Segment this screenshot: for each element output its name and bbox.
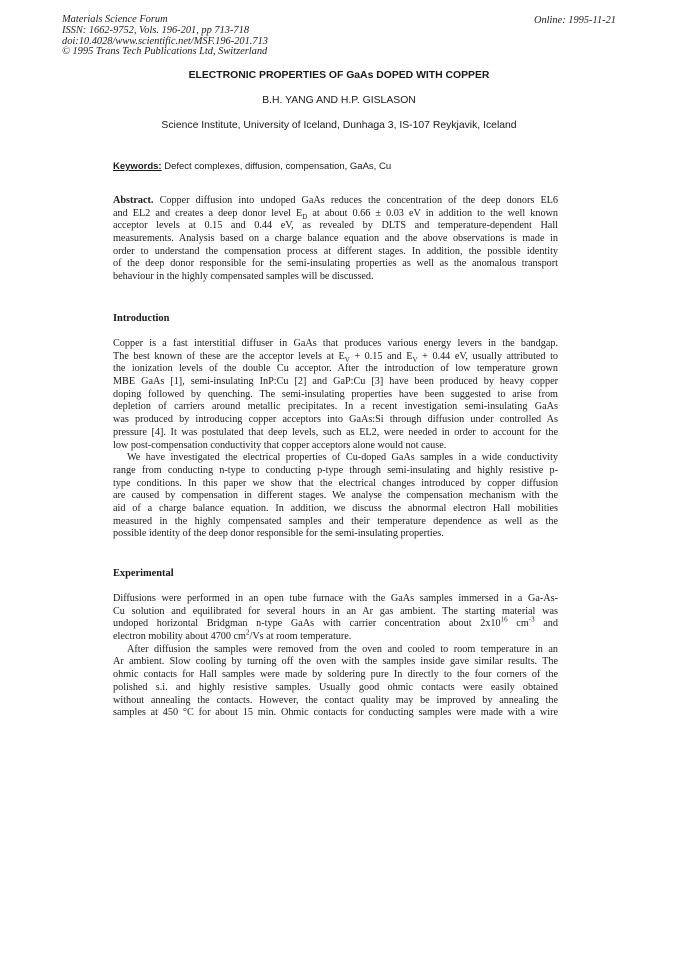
exp-line: undoped horizontal Bridgman n-type GaAs with carrier concentration about $2x10^{16}$ $cm^{-3}$ and [113, 615, 558, 630]
introduction-heading: Introduction [113, 313, 170, 324]
intro-line: range from conducting n-type to conducting p-type through semi-insulating and highly resistive p- [113, 464, 558, 476]
exp-line: ohmic contacts for Hall samples were made by soldering pure In directly to the four corners of the [113, 669, 558, 681]
intro-line: the ionization levels of the double Cu acceptor. After the introduction of low temperature grown [113, 363, 558, 375]
intro-line: possible identity of the deep donor responsible for the semi-insulating properties. [113, 528, 444, 540]
intro-line: low post-compensation conductivity that copper acceptors alone would not cause. [113, 439, 447, 451]
abstract-line: acceptor levels at 0.15 and 0.44 eV, as revealed by DLTS and temperature-dependent Hall [113, 220, 558, 232]
intro-line: was produced by introducing copper acceptors into GaAs:Si through diffusion under controlled As [113, 414, 558, 426]
paper-authors: B.H. YANG AND H.P. GISLASON [262, 95, 416, 106]
abstract-line: Abstract. Copper diffusion into undoped GaAs reduces the concentration of the deep donors EL6 [113, 195, 559, 206]
journal-name: Materials Science Forum [62, 14, 168, 25]
intro-line: are caused by compensation in different stages. We analyse the compensation mechanism with the [113, 490, 558, 502]
intro-line: doping followed by quenching. The semi-insulating properties have been suggested to arise from [113, 388, 558, 400]
abstract-line: order to understand the compensation process at different stages. In addition, the possible identity [113, 245, 558, 257]
keywords-text: Defect complexes, diffusion, compensation, GaAs, Cu [164, 161, 392, 172]
issn-line: ISSN: 1662-9752, Vols. 196-201, pp 713-718 [62, 24, 250, 36]
intro-line: pressure [4]. It was postulated that deep levels, such as EL2, were needed in order to account for the [113, 426, 558, 438]
abstract-line: measurements. Analysis based on a charge balance equation and the above observations is made in [113, 233, 558, 245]
intro-line: depletion of carriers around metallic precipitates. In a recent investigation semi-insulating GaAs [113, 401, 558, 413]
exp-line: electron mobility about 4700 $cm^2/Vs$ at room temperature. [113, 628, 352, 643]
abstract-line: of the deep donor responsible for the semi-insulating properties as well as the anomalous transport [113, 258, 558, 270]
publication-info [62, 15, 268, 58]
intro-line: We have investigated the electrical properties of Cu-doped GaAs samples in a wide conductivity [127, 452, 558, 464]
exp-line: Cu solution and equilibrated for several hours in an Ar gas ambient. The starting material was [113, 605, 558, 617]
author-affiliation: Science Institute, University of Iceland, Dunhaga 3, IS-107 Reykjavik, Iceland [161, 120, 517, 131]
keywords-line [113, 161, 391, 172]
introduction-body [113, 338, 558, 541]
exp-line: After diffusion the samples were removed from the oven and cooled to room temperature in an [127, 643, 558, 655]
intro-line: type conditions. In this paper we show that the electrical changes introduced by copper diffusion [113, 477, 558, 489]
doi-line: doi:10.4028/www.scientific.net/MSF.196-201.713 [62, 35, 268, 47]
intro-line: Copper is a fast interstitial diffuser in GaAs that produces various energy levers in the bandgap. [113, 338, 558, 349]
intro-line: MBE GaAs [1], semi-insulating InP:Cu [2] and GaP:Cu [3] have been produced by heavy copper [113, 376, 558, 388]
exp-line: Ar ambient. Slow cooling by turning off the oven with the samples inside gave similar results. The [113, 656, 558, 668]
experimental-heading: Experimental [113, 568, 174, 579]
paper-title: ELECTRONIC PROPERTIES OF GaAs DOPED WITH COPPER [188, 70, 490, 81]
exp-line: polished s.i. and highly resistive samples. Usually good ohmic contacts were easily obtained [113, 681, 558, 693]
abstract-line: and EL2 and creates a deep donor level $E_D$ at about 0.66 ± 0.03 eV in addition to the well known [113, 207, 558, 221]
keywords-label: Keywords: [113, 161, 162, 172]
abstract [113, 195, 558, 284]
exp-line: Diffusions were performed in an open tube furnace with the GaAs samples immersed in a Ga-As- [113, 593, 558, 604]
abstract-line: behaviour in the highly compensated samples will be discussed. [113, 271, 374, 283]
copyright-line: © 1995 Trans Tech Publications Ltd, Switzerland [62, 46, 268, 58]
experimental-body [113, 593, 558, 720]
abstract-label: Abstract. [113, 195, 154, 206]
online-date: Online: 1995-11-21 [533, 15, 616, 26]
intro-line: aid of a charge balance equation. In addition, we discuss the abnormal electron Hall mobilities [113, 502, 558, 514]
exp-line: without annealing the contacts. However, the contact quality may be improved by annealing the [113, 694, 558, 706]
exp-line: samples at 450 °C for about 15 min. Ohmic contacts for conducting samples were made with a wire [113, 707, 558, 719]
intro-line: measured in the highly compensated samples and their temperature dependence as well as the [113, 515, 558, 527]
intro-line: The best known of these are the acceptor levels at $E_V + 0.15$ and $E_V + 0.44$ eV, usually attributed to [113, 350, 559, 364]
